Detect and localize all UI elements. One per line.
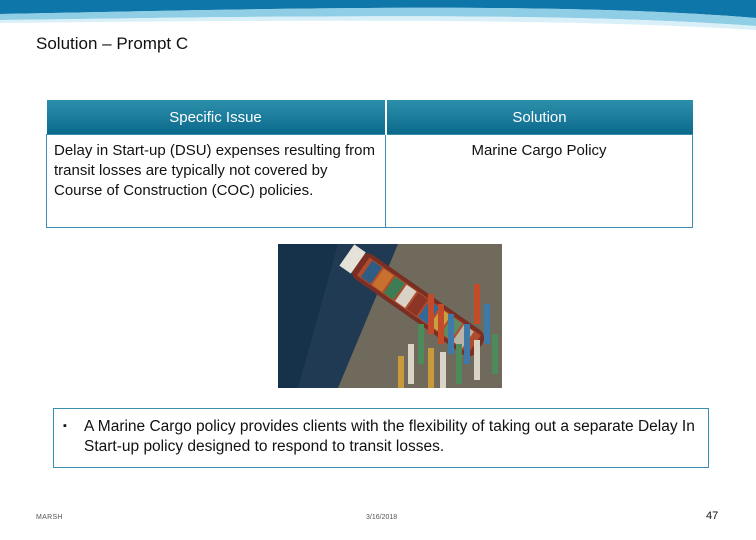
container-ship-photo bbox=[278, 244, 502, 388]
header-specific-issue: Specific Issue bbox=[47, 100, 386, 135]
issue-cell: Delay in Start-up (DSU) expenses resulting from transit losses are typically not covered by Course of Construction (COC) policies. bbox=[47, 135, 386, 228]
issue-solution-table bbox=[46, 100, 693, 228]
page-number: 47 bbox=[706, 510, 719, 522]
header-solution: Solution bbox=[386, 100, 693, 135]
bullet-icon: ▪ bbox=[63, 420, 67, 432]
solution-cell: Marine Cargo Policy bbox=[386, 135, 693, 228]
key-point-box bbox=[53, 408, 709, 468]
key-point-text: A Marine Cargo policy provides clients with the flexibility of taking out a separate Delay In Start-up policy designed to respond to transit losses. bbox=[84, 418, 695, 455]
footer-date: 3/16/2018 bbox=[366, 514, 398, 521]
footer-logo: MARSH bbox=[36, 514, 63, 521]
container-ship-photo-icon bbox=[278, 244, 502, 388]
table-row bbox=[47, 135, 693, 228]
slide-title: Solution – Prompt C bbox=[36, 34, 189, 53]
